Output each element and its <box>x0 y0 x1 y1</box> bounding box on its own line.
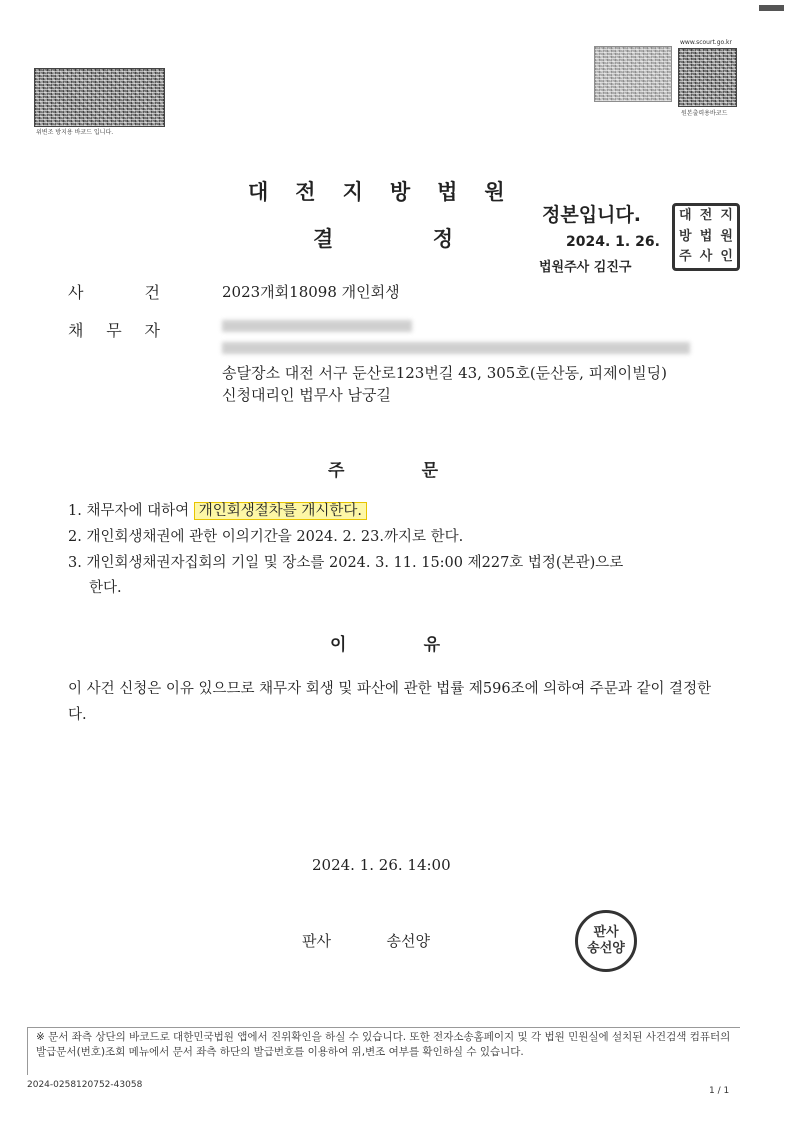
order-heading <box>328 456 438 481</box>
clerk-name: 법원주사 김진구 <box>539 260 632 275</box>
judge-name: 송선양 <box>386 932 431 950</box>
court-name: 대전지방법원 <box>248 179 532 204</box>
seal-char: 원 <box>720 228 733 244</box>
page-mark <box>759 5 784 11</box>
page-number: 1 / 1 <box>709 1086 730 1096</box>
debtor-label-char: 채 <box>68 321 84 340</box>
seal-char: 방 <box>679 228 692 244</box>
certified-copy-label: 정본입니다. <box>542 204 641 226</box>
order-item-1-highlight: 개인회생절차를 개시한다. <box>194 502 367 520</box>
case-label <box>68 280 160 303</box>
order-item-3-line-2: 한다. <box>89 580 122 596</box>
order-heading-char: 문 <box>421 461 438 481</box>
case-number: 2023개회18098 개인회생 <box>222 283 400 301</box>
issue-number: 2024-0258120752-43058 <box>27 1080 143 1090</box>
case-label-char: 사 <box>68 283 84 302</box>
court-clerk-seal <box>672 203 740 271</box>
service-address: 송달장소 대전 서구 둔산로123번길 43, 305호(둔산동, 피제이빌딩) <box>222 364 667 382</box>
reason-heading-char: 유 <box>423 635 440 655</box>
reason-heading <box>330 630 440 655</box>
anti-forgery-barcode-caption: 위변조 방지용 바코드 입니다. <box>36 129 114 136</box>
seal-char: 법 <box>699 228 713 244</box>
order-item-2: 2. 개인회생채권에 관한 이의기간을 2024. 2. 23.까지로 한다. <box>68 529 464 545</box>
judge-signature <box>302 930 430 951</box>
order-heading-char: 주 <box>328 461 345 481</box>
reason-heading-char: 이 <box>330 635 347 655</box>
original-output-barcode-strip <box>594 46 672 102</box>
judge-seal <box>575 910 637 972</box>
judge-seal-text: 판사 송선양 <box>587 925 625 956</box>
redacted-debtor-name <box>222 320 412 332</box>
document-type-char-2: 정 <box>432 226 453 251</box>
redacted-debtor-address <box>222 342 690 354</box>
certified-date: 2024. 1. 26. <box>566 234 660 250</box>
original-output-barcode-caption: 원본출력용바코드 <box>681 110 728 117</box>
seal-char: 인 <box>720 249 733 265</box>
debtor-label-char: 무 <box>106 321 122 340</box>
seal-char: 지 <box>720 208 733 223</box>
seal-char: 주 <box>679 249 692 265</box>
order-item-1-text: 1. 채무자에 대하여 <box>68 503 194 519</box>
decision-date: 2024. 1. 26. 14:00 <box>312 856 451 874</box>
court-url: www.scourt.go.kr <box>680 39 732 46</box>
anti-forgery-barcode <box>34 68 165 127</box>
debtor-label-char: 자 <box>144 321 160 340</box>
seal-char: 전 <box>699 208 713 223</box>
order-item-1 <box>68 499 718 524</box>
seal-char: 대 <box>679 208 692 223</box>
case-label-char: 건 <box>144 283 160 302</box>
applicant-agent: 신청대리인 법무사 남궁길 <box>222 386 391 404</box>
reason-text: 이 사건 신청은 이유 있으므로 채무자 회생 및 파산에 관한 법률 제596조에 의하여 주문과 같이 결정한다. <box>68 681 712 723</box>
document-type <box>313 223 453 253</box>
order-item-3-line-1: 3. 개인회생채권자집회의 기일 및 장소를 2024. 3. 11. 15:00 제227호 법정(본관)으로 <box>68 555 624 571</box>
debtor-label <box>68 318 160 341</box>
seal-char: 사 <box>699 249 713 265</box>
judge-title: 판사 <box>302 932 331 950</box>
original-output-qr <box>678 48 737 107</box>
document-type-char-1: 결 <box>313 226 334 251</box>
verification-notice: ※ 문서 좌측 상단의 바코드로 대한민국법원 앱에서 진위확인을 하실 수 있습니다. 또한 전자소송홈페이지 및 각 법원 민원실에 설치된 사건검색 컴퓨터의 발급문서(번호)조회 메뉴에서 문서 좌측 하단의 발급번호를 이용하여 위,변조 여부를 확인하실 수 있습니다. <box>27 1027 740 1075</box>
